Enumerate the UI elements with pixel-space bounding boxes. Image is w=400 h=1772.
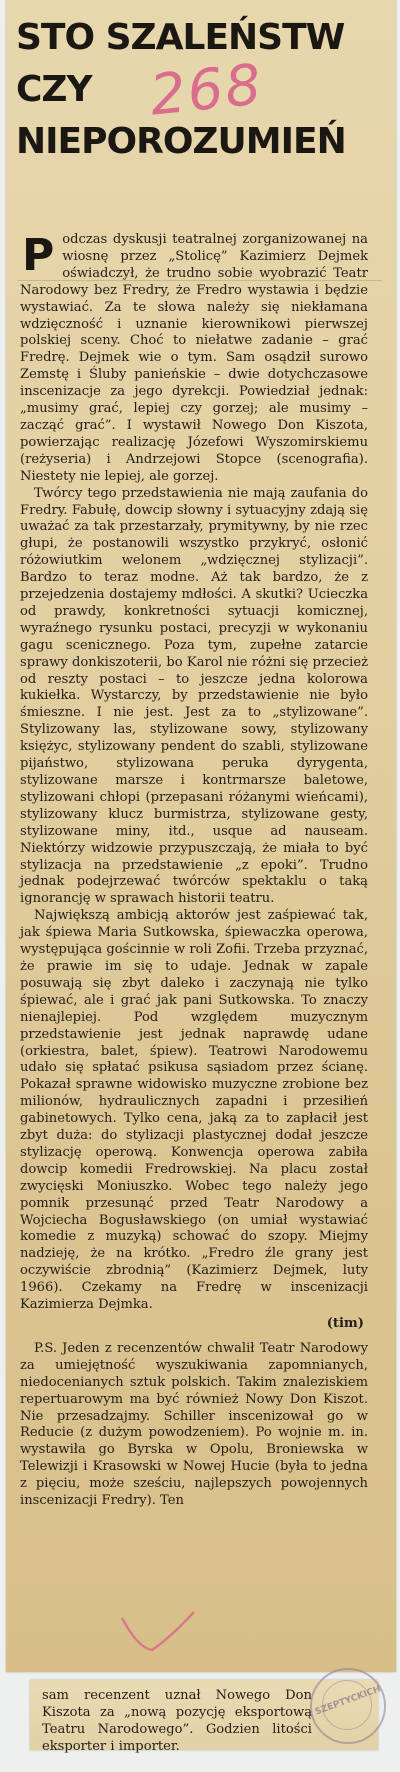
handwritten-archive-number: 268 — [146, 52, 266, 129]
continuation-text — [42, 1688, 312, 1756]
pen-check-mark — [118, 1608, 198, 1654]
headline-line-2: CZY — [16, 69, 92, 110]
article-paragraph-2: Twórcy tego przedstawienia nie mają zaufania do Fredry. Fabułę, dowcip słowny i sytuacyjny zdają się uważać za tak przestarzały, prymitywny, by nie rzec głupi, że postanowili wszystko przykryć, osłonić różowiutkim welonem „wdzięcznej stylizacji”. Bardzo to teraz modne. Aż tak bardzo, że z przejedzenia dostajemy mdłości. A skutki? Ucieczka od prawdy, konkretności sytuacji komicznej, wyraźnego rysunku postaci, precyzji w wykonaniu gagu scenicznego. Poza tym, zupełne zatarcie sprawy donkiszoterii, bo Karol nie różni się przecież od reszty postaci – to jeszcze jedna kolorowa kukiełka. Wystarczy, by przedstawienie nie było śmieszne. I nie jest. Jest za to „stylizowane”. Stylizowany las, stylizowane sowy, stylizowany księżyc, stylizowany pendent do szabli, stylizowane pijaństwo, stylizowana peruka dyrygenta, stylizowane marsze i kontrmarsze baletowe, stylizowani chłopi (przepasani różanymi wieńcami), stylizowany klucz burmistrza, stylizowane gesty, stylizowane miny, itd., usque ad nauseam. Niektórzy widzowie przypuszczają, że miała to być stylizacja na przedstawienie „z epoki”. Trudno jednak podejrzewać twórców spektaklu o taką ignorancję w sprawach historii teatru. — [20, 485, 368, 907]
article-paragraph-3: Największą ambicją aktorów jest zaśpiewać tak, jak śpiewa Maria Sutkowska, śpiewaczka operowa, występująca gościnnie w roli Zofii. Trzeba przyznać, że prawie im się to udaje. Jednak w zapale posuwają się zbyt daleko i zaczynają nie tylko śpiewać, ale i grać jak pani Sutkowska. To znaczy nienajlepiej. Pod względem muzycznym przedstawienie jest jednak naprawdę udane (orkiestra, balet, śpiew). Teatrowi Narodowemu udało się spłatać psikusa sąsiadom przez ścianę. Pokazał sprawne widowisko muzyczne zrobione bez milionów, hydraulicznych zapadni i przesiłień gabinetowych. Tylko cena, jaką za to zapłacił jest zbyt duża: do stylizacji plastycznej dodał jeszcze stylizację operową. Konwencja operowa zabiła dowcip komedii Fredrowskiej. Na placu został zwycięski Moniuszko. Wobec tego należy jego pomnik przesunąć przed Teatr Narodowy a Wojciecha Bogusławskiego (on umiał wystawiać komedie z muzyką) schować do szopy. Miejmy nadzieję, że na krótko. „Fredro źle grany jest oczywiście zbrodnią” (Kazimierz Dejmek, luty 1966). Czekamy na Fredrę w inscenizacji Kazimierza Dejmka. — [20, 908, 368, 1313]
stamp-text: SZEPTYCKICH — [313, 1684, 383, 1718]
drop-cap: P — [22, 230, 55, 281]
headline-line-1: STO SZALEŃSTW — [16, 17, 345, 58]
library-stamp — [310, 1668, 386, 1744]
postscript: P.S. Jeden z recenzentów chwalił Teatr Narodowy za umiejętność wyszukiwania zapomnianych, niedocenianych sztuk polskich. Takim znaleziskiem repertuarowym ma być również Nowy Don Kiszot. Nie przesadzajmy. Schiller inscenizował go w Reducie (z dużym powodzeniem). Po wojnie m. in. wystawiła go Byrska w Opolu, Broniewska w Telewizji i Krasowski w Nowej Hucie (była to jedna z pięciu, może sześciu, najlepszych powojennych inscenizacji Fredry). Ten — [20, 1340, 368, 1509]
continuation-paragraph: sam recenzent uznał Nowego Don Kiszota za „nową pozycję eksportową Teatru Narodowego”. Godzien litości eksporter i importer. — [42, 1688, 312, 1754]
headline-line-3: NIEPOROZUMIEŃ — [16, 121, 346, 162]
article-body — [20, 232, 368, 1510]
article-paragraph-1: odczas dyskusji teatralnej zorganizowanej na wiosnę przez „Stolicę” Kazimierz Dejmek oświadczył, że trudno sobie wyobrazić Teatr Narodowy bez Fredry, że Fredro wystawia i będzie wystawiać. Za te słowa należy się niekłamana wdzięczność i uznanie kierownikowi pierwszej polskiej sceny. Choć to niełatwe zadanie – grać Fredrę. Dejmek wie o tym. Sam osądził surowo Zemstę i Śluby panieńskie – dwie dotychczasowe inscenizacje za jego dyrekcji. Powiedział jednak: „musimy grać, lepiej czy gorzej; ale musimy – zacząć grać”. I wystawił Nowego Don Kiszota, powierzając realizację Józefowi Wyszomirskiemu (reżyseria) i Andrzejowi Stopce (scenografia). Niestety nie lepiej, ale gorzej. — [20, 232, 368, 484]
author-signature: (tim) — [326, 1316, 364, 1331]
